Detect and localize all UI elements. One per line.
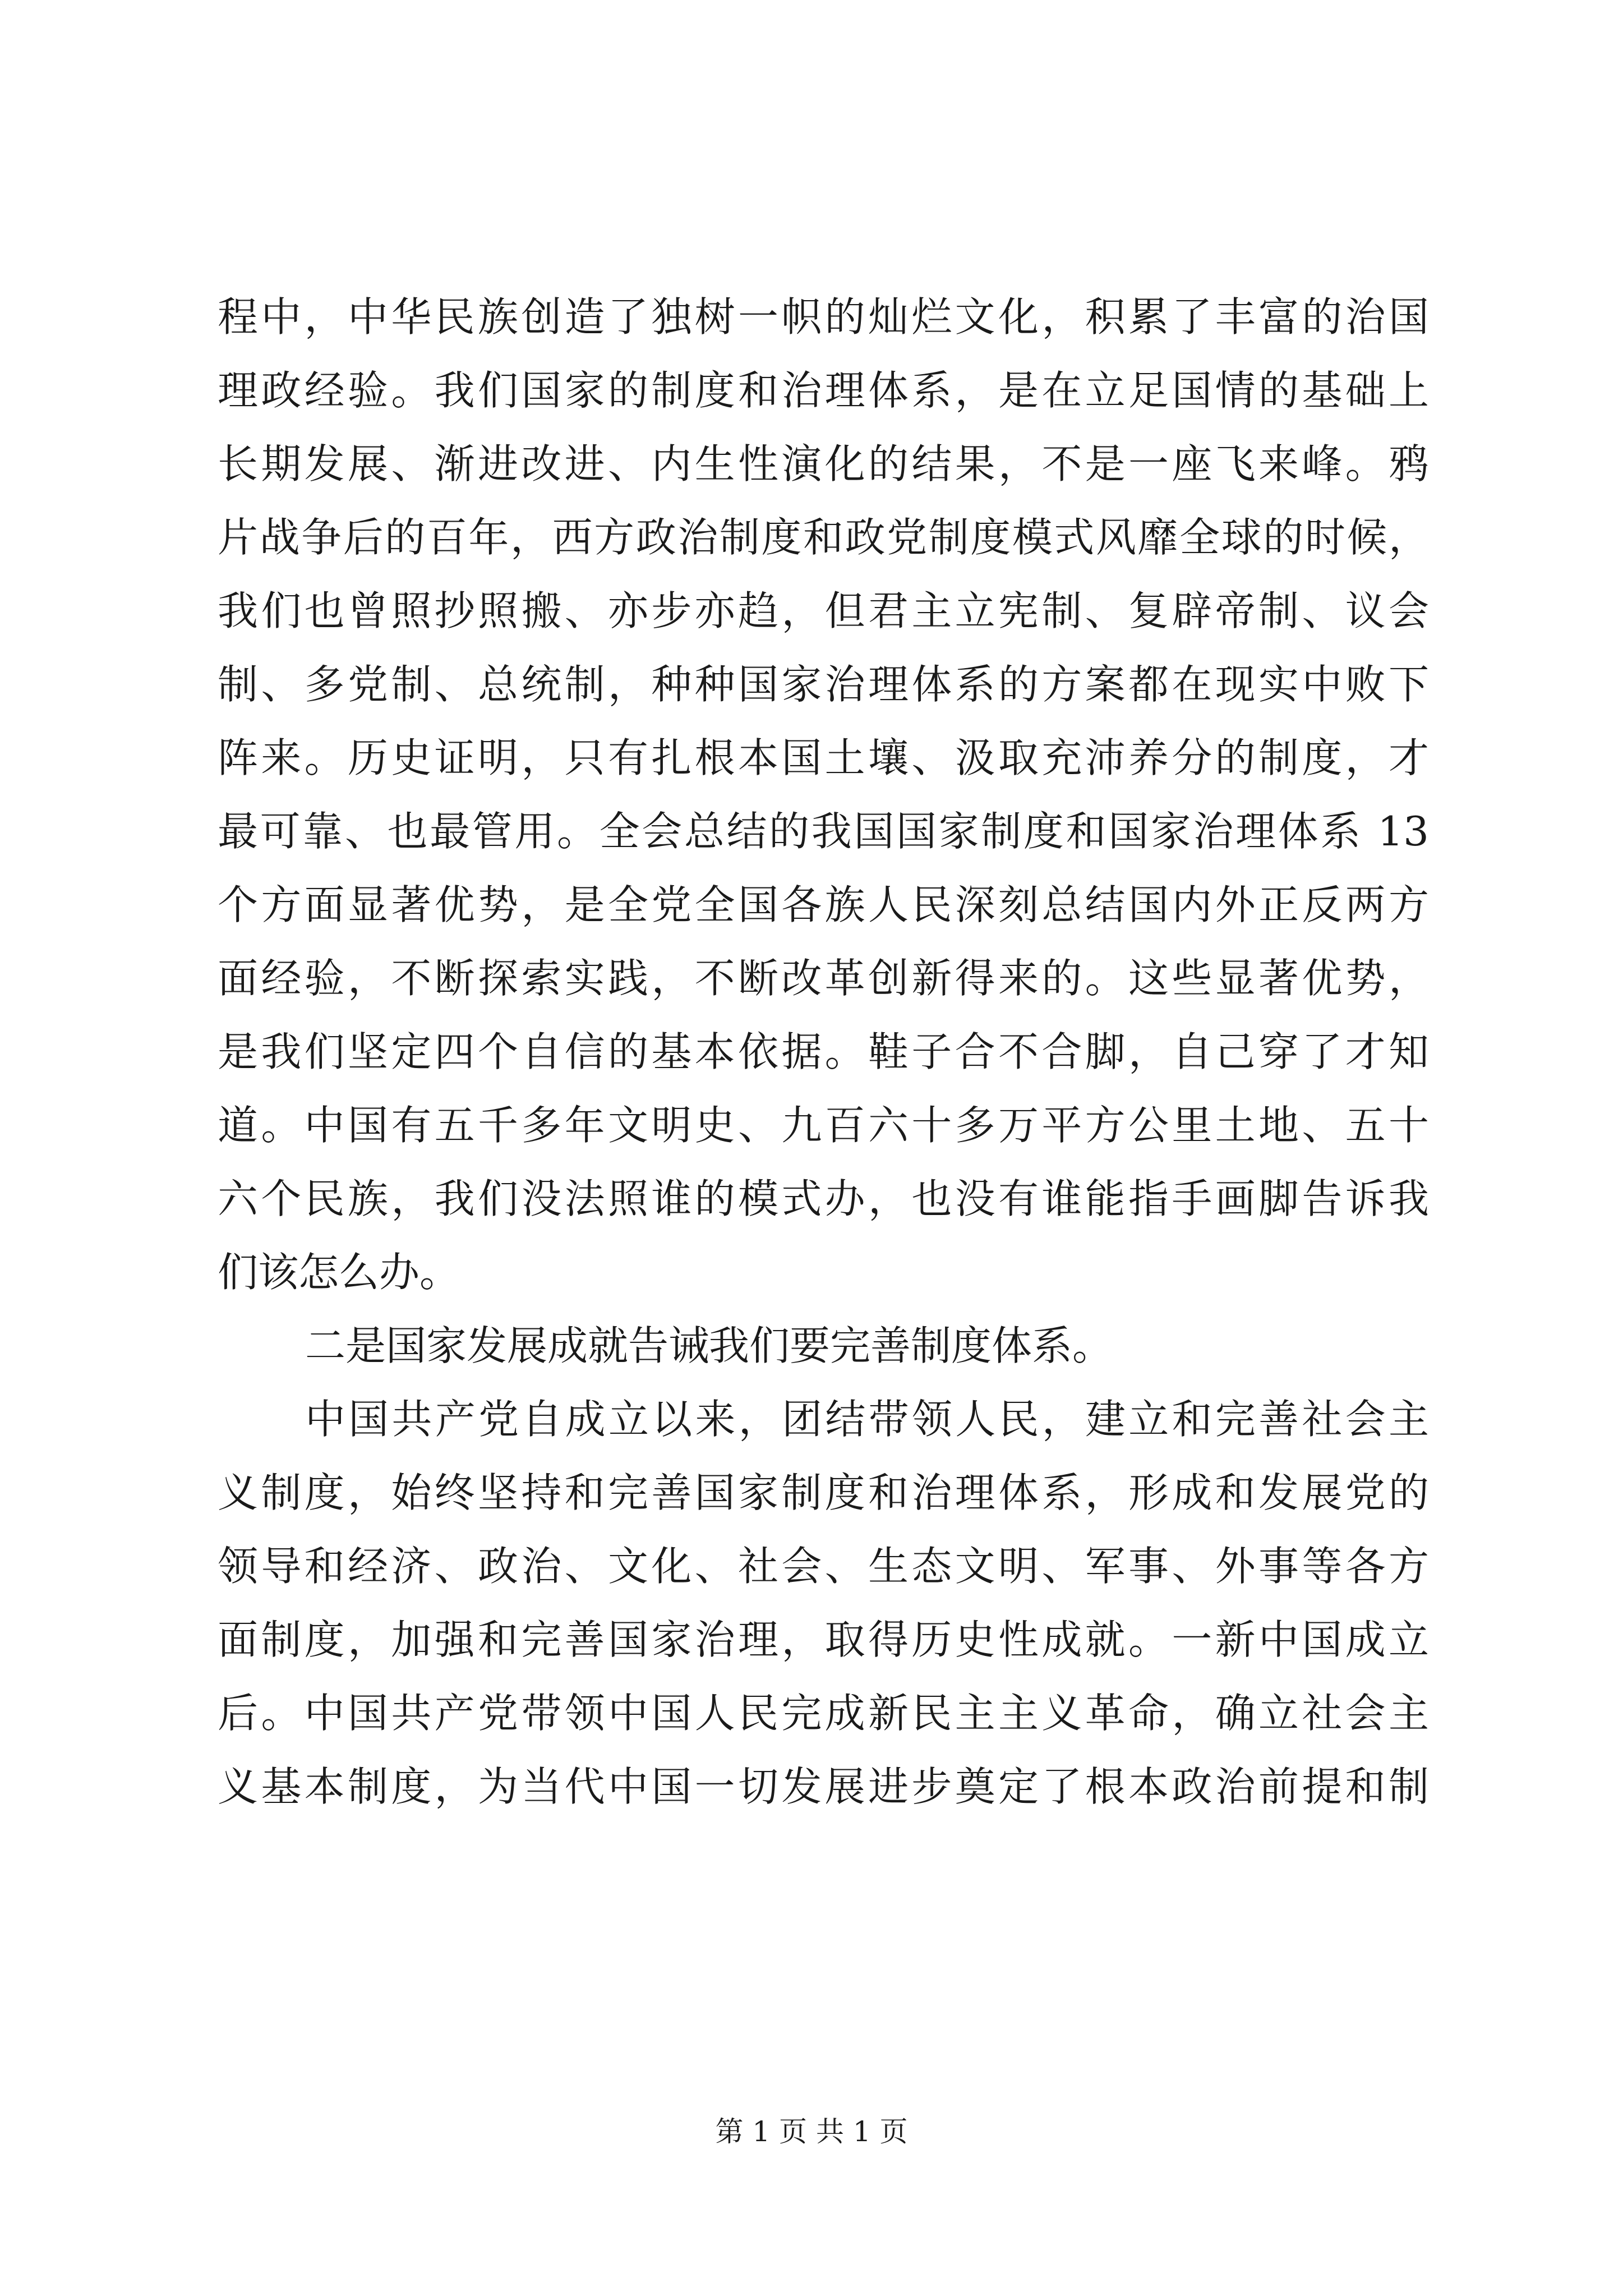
text-line: 六个民族，我们没法照谁的模式办，也没有谁能指手画脚告诉我 [218,1175,1429,1222]
text-line: 中国共产党自成立以来，团结带领人民，建立和完善社会主 [305,1396,1429,1443]
text-line: 理政经验。我们国家的制度和治理体系，是在立足国情的基础上 [218,367,1429,414]
text-line: 是我们坚定四个自信的基本依据。鞋子合不合脚，自己穿了才知 [218,1028,1429,1075]
text-line: 长期发展、渐进改进、内生性演化的结果，不是一座飞来峰。鸦 [218,440,1429,487]
text-line: 最可靠、也最管用。全会总结的我国国家制度和国家治理体系 13 [218,808,1429,855]
text-line: 们该怎么办。 [218,1249,460,1296]
text-line: 制、多党制、总统制，种种国家治理体系的方案都在现实中败下 [218,661,1429,708]
text-line: 程中，中华民族创造了独树一帜的灿烂文化，积累了丰富的治国 [218,293,1429,341]
text-line: 义制度，始终坚持和完善国家制度和治理体系，形成和发展党的 [218,1469,1429,1516]
text-line: 道。中国有五千多年文明史、九百六十多万平方公里土地、五十 [218,1102,1429,1149]
text-line: 个方面显著优势，是全党全国各族人民深刻总结国内外正反两方 [218,881,1429,928]
document-body [218,280,1429,1824]
section-heading: 二是国家发展成就告诫我们要完善制度体系。 [305,1322,1113,1369]
text-line: 阵来。历史证明，只有扎根本国土壤、汲取充沛养分的制度，才 [218,734,1429,781]
text-line: 我们也曾照抄照搬、亦步亦趋，但君主立宪制、复辟帝制、议会 [218,587,1429,634]
text-line: 义基本制度，为当代中国一切发展进步奠定了根本政治前提和制 [218,1763,1429,1810]
page-number-footer: 第 1 页 共 1 页 [715,2115,908,2148]
text-line: 领导和经济、政治、文化、社会、生态文明、军事、外事等各方 [218,1543,1429,1590]
text-line: 面经验，不断探索实践，不断改革创新得来的。这些显著优势， [218,955,1429,1002]
text-line: 后。中国共产党带领中国人民完成新民主主义革命，确立社会主 [218,1690,1429,1737]
text-line: 片战争后的百年，西方政治制度和政党制度模式风靡全球的时候， [218,514,1429,561]
text-line: 面制度，加强和完善国家治理，取得历史性成就。一新中国成立 [218,1616,1429,1663]
